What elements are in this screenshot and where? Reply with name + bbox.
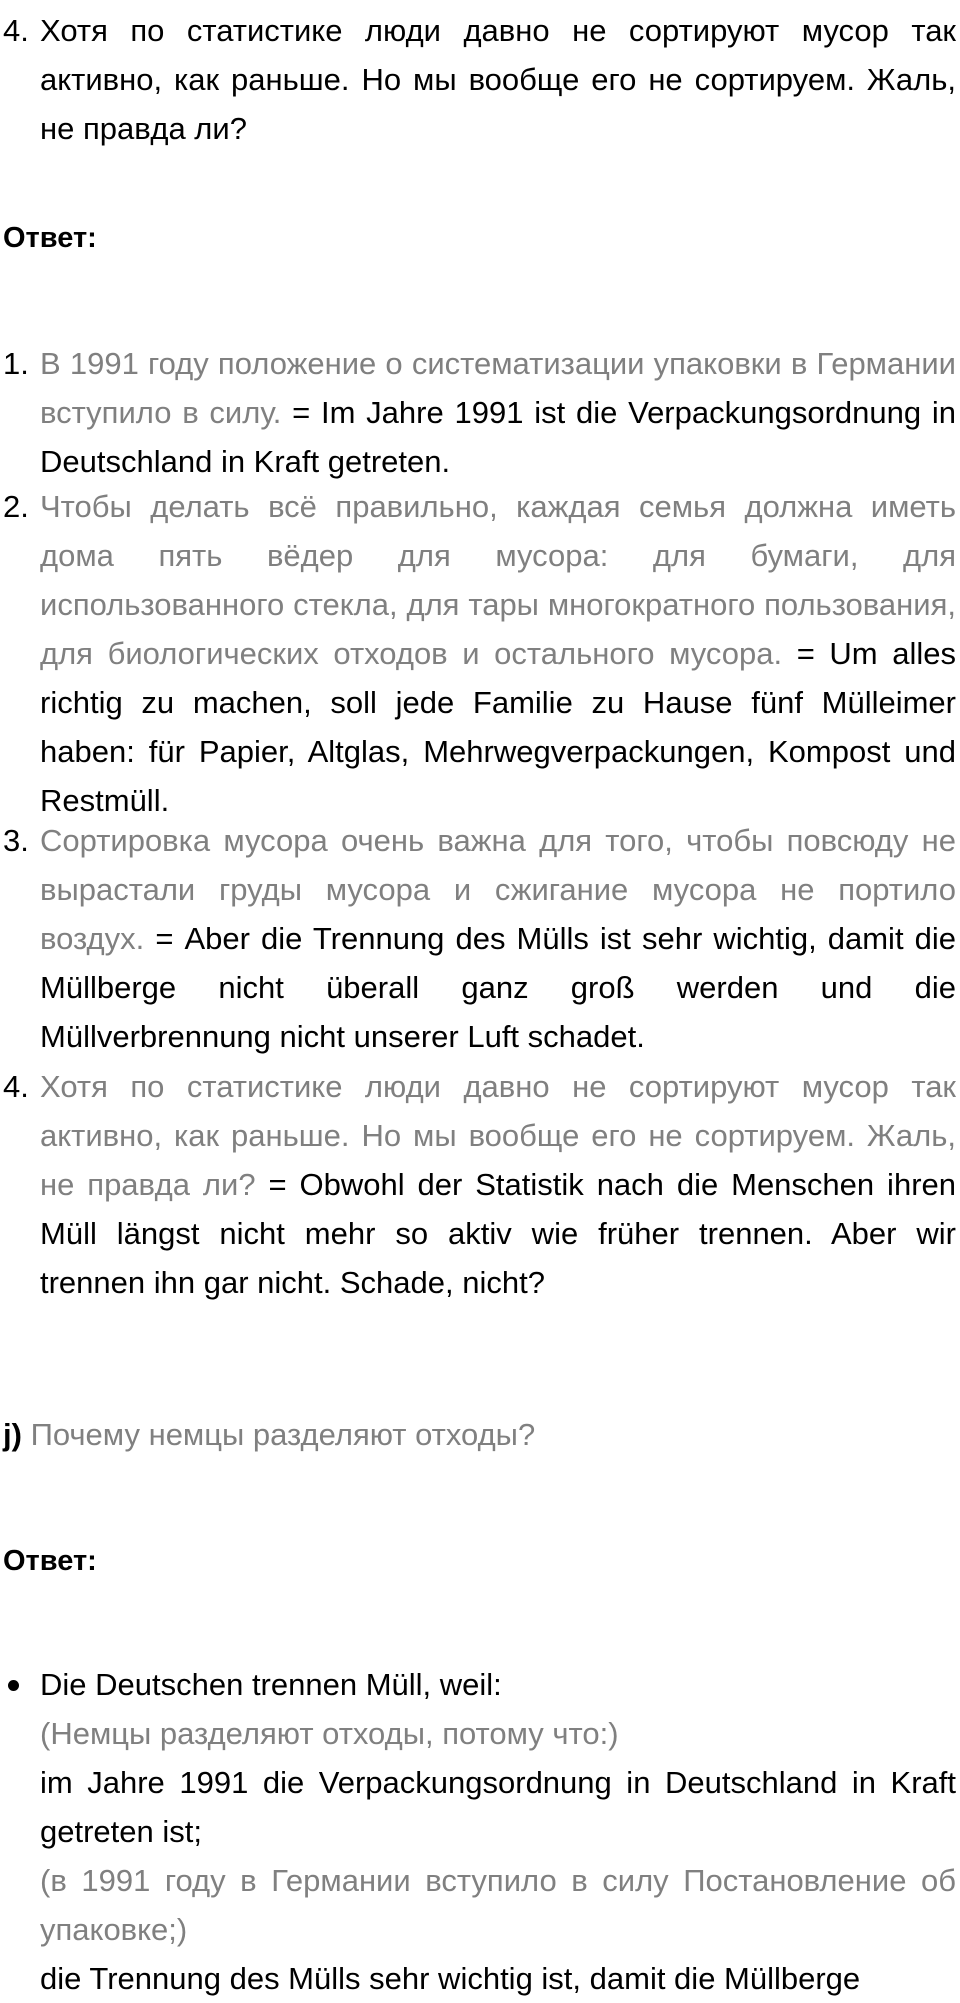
- german-translation: = Obwohl der Statistik nach die Menschen ihren Müll längst nicht mehr so aktiv wie früher trennen. Aber wir trennen ihn gar nicht. Schade, nicht?: [40, 1167, 956, 1300]
- bullet-line: (в 1991 году в Германии вступило в силу Постановление об упаковке;): [40, 1863, 956, 1947]
- answer-item-4: [0, 1062, 956, 1307]
- answer-text: [40, 482, 956, 825]
- list-item-number: 1.: [3, 346, 29, 381]
- answer-text: [40, 816, 956, 1061]
- question-j: [3, 1413, 535, 1457]
- list-item-number: 2.: [3, 489, 29, 524]
- bullet-line: die Trennung des Mülls sehr wichtig ist, damit die Müllberge: [40, 1961, 861, 1996]
- list-item-number: 4.: [3, 13, 29, 48]
- bullet-text: [40, 1660, 956, 2003]
- question-text: Почему немцы разделяют отходы?: [30, 1417, 536, 1452]
- bullet-line: Die Deutschen trennen Müll, weil:: [40, 1667, 502, 1702]
- answer-text: [40, 339, 956, 486]
- german-translation: = Aber die Trennung des Mülls ist sehr wichtig, damit die Müllberge nicht überall ganz groß werden und die Müllverbrennung nicht unserer Luft schadet.: [40, 921, 956, 1054]
- answer-label: Ответ:: [3, 222, 97, 254]
- list-item-number: 3.: [3, 823, 29, 858]
- bullet-line: (Немцы разделяют отходы, потому что:): [40, 1716, 619, 1751]
- question-letter: j): [3, 1417, 22, 1452]
- german-translation: = Im Jahre 1991 ist die Verpackungsordnung in Deutschland in Kraft getreten.: [40, 395, 956, 479]
- list-item-number: 4.: [3, 1069, 29, 1104]
- top-list-item: [0, 6, 956, 153]
- russian-sentence: Чтобы делать всё правильно, каждая семья должна иметь дома пять вёдер для мусора: для бумаги, для использованного стекла, для тары многократного пользования, для биологических отходов и остального мусора.: [40, 489, 956, 671]
- russian-sentence: Сортировка мусора очень важна для того, чтобы повсюду не вырастали груды мусора и сжигание мусора не портило воздух.: [40, 823, 956, 956]
- russian-sentence: Хотя по статистике люди давно не сортируют мусор так активно, как раньше. Но мы вообще его не сортируем. Жаль, не правда ли?: [40, 1069, 956, 1202]
- german-translation: = Um alles richtig zu machen, soll jede Familie zu Hause fünf Mülleimer haben: für Papier, Altglas, Mehrwegverpackungen, Kompost und Restmüll.: [40, 636, 956, 818]
- list-item-text: Хотя по статистике люди давно не сортируют мусор так активно, как раньше. Но мы вообще его не сортируем. Жаль, не правда ли?: [40, 13, 956, 146]
- answer-item-1: [0, 339, 956, 486]
- answer-item-3: [0, 816, 956, 1061]
- russian-sentence: В 1991 году положение о систематизации упаковки в Германии вступило в силу.: [40, 346, 956, 430]
- bullet-list-item: [0, 1660, 956, 2003]
- bullet-dot: [8, 1680, 19, 1691]
- answer-item-2: [0, 482, 956, 825]
- answer-text: [40, 1062, 956, 1307]
- answer-label: Ответ:: [3, 1545, 97, 1577]
- bullet-line: im Jahre 1991 die Verpackungsordnung in Deutschland in Kraft getreten ist;: [40, 1765, 956, 1849]
